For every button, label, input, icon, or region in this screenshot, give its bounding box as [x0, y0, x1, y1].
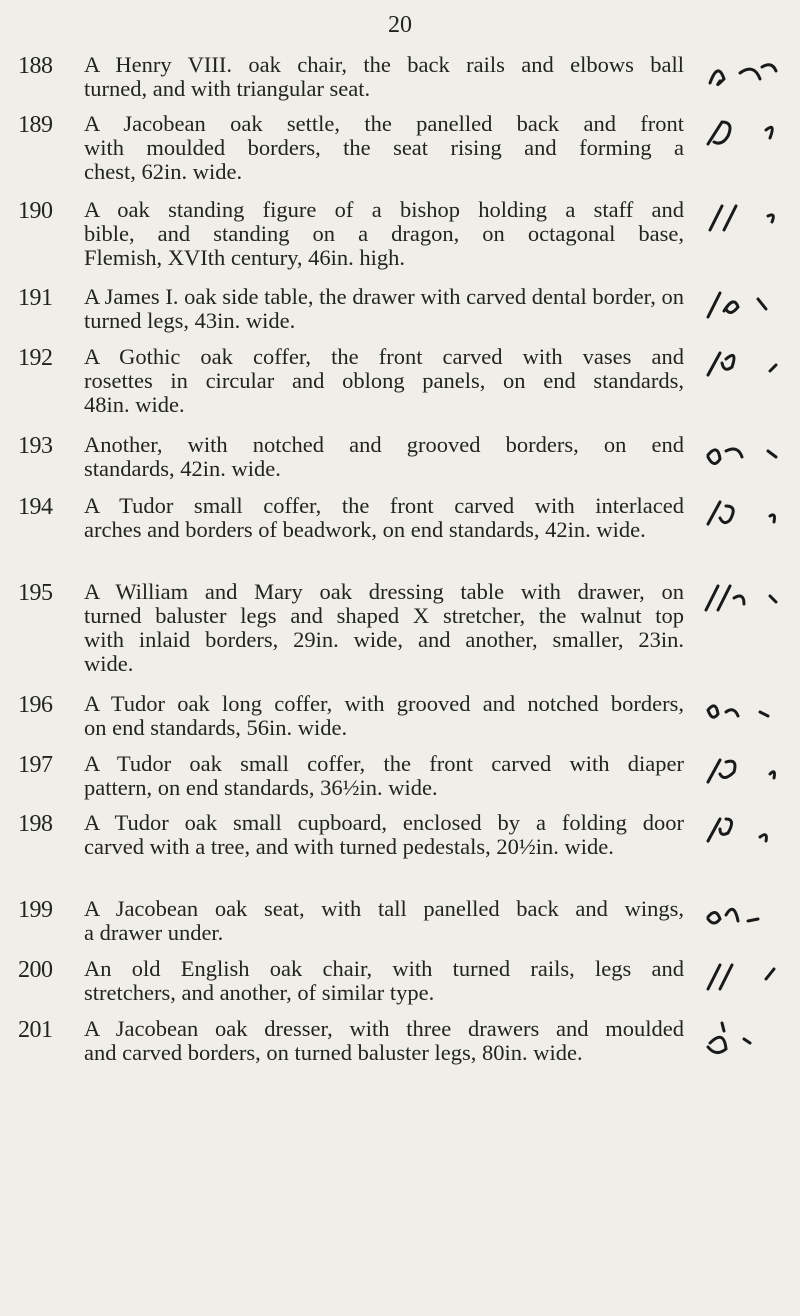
lot-number: 192 [18, 345, 53, 371]
lot-number: 199 [18, 897, 53, 923]
page-number: 20 [388, 12, 412, 38]
handwritten-price-mark [700, 494, 800, 534]
lot-text-line: a drawer under. [84, 920, 224, 945]
lot-text-line: A Jacobean oak seat, with tall panelled back and wings, [84, 896, 684, 921]
handwritten-price-mark [700, 957, 800, 997]
lot-number: 194 [18, 494, 53, 520]
lot-text-line: stretchers, and another, of similar type. [84, 980, 435, 1005]
lot-text-line: Flemish, XVIth century, 46in. high. [84, 245, 406, 270]
lot-text-line: A Tudor oak long coffer, with grooved and notched borders, [84, 691, 684, 716]
lot-text-line: A James I. oak side table, the drawer with carved dental border, on [84, 284, 684, 309]
handwritten-price-mark [700, 580, 800, 620]
lot-number: 193 [18, 433, 53, 459]
lot-text-line: bible, and standing on a dragon, on octagonal base, [84, 221, 684, 246]
handwritten-price-mark [700, 811, 800, 851]
lot-text-line: standards, 42in. wide. [84, 456, 281, 481]
lot-text-line: on end standards, 56in. wide. [84, 715, 348, 740]
lot-text-line: arches and borders of beadwork, on end standards, 42in. wide. [84, 517, 646, 542]
lot-description [84, 692, 684, 740]
lot-text-line: A William and Mary oak dressing table with drawer, on [84, 579, 684, 604]
lot-number: 195 [18, 580, 53, 606]
lot-text-line: rosettes in circular and oblong panels, on end standards, [84, 368, 684, 393]
lot-text-line: A Jacobean oak settle, the panelled back and front [84, 111, 684, 136]
handwritten-price-mark [700, 897, 800, 937]
lot-text-line: turned legs, 43in. wide. [84, 308, 296, 333]
lot-description [84, 345, 684, 417]
lot-text-line: turned, and with triangular seat. [84, 76, 371, 101]
lot-text-line: with inlaid borders, 29in. wide, and another, smaller, 23in. [84, 627, 684, 652]
lot-text-line: Another, with notched and grooved borders, on end [84, 432, 684, 457]
lot-number: 188 [18, 53, 53, 79]
lot-text-line: A Gothic oak coffer, the front carved with vases and [84, 344, 684, 369]
lot-description [84, 198, 684, 270]
lot-text-line: An old English oak chair, with turned rails, legs and [84, 956, 684, 981]
lot-text-line: turned baluster legs and shaped X stretcher, the walnut top [84, 603, 684, 628]
lot-number: 191 [18, 285, 53, 311]
handwritten-price-mark [700, 752, 800, 792]
handwritten-price-mark [700, 692, 800, 732]
lot-number: 196 [18, 692, 53, 718]
lot-text-line: and carved borders, on turned baluster legs, 80in. wide. [84, 1040, 583, 1065]
lot-text-line: A Tudor oak small coffer, the front carved with diaper [84, 751, 684, 776]
lot-description [84, 752, 684, 800]
handwritten-price-mark [700, 112, 800, 152]
lot-text-line: A Tudor oak small cupboard, enclosed by a folding door [84, 810, 684, 835]
lot-number: 197 [18, 752, 53, 778]
lot-text-line: 48in. wide. [84, 392, 185, 417]
handwritten-price-mark [700, 198, 800, 238]
handwritten-price-mark [700, 53, 800, 93]
lot-number: 198 [18, 811, 53, 837]
lot-number: 189 [18, 112, 53, 138]
handwritten-price-mark [700, 433, 800, 473]
lot-description [84, 811, 684, 859]
lot-number: 201 [18, 1017, 53, 1043]
lot-text-line: A Tudor small coffer, the front carved with interlaced [84, 493, 684, 518]
lot-text-line: wide. [84, 651, 134, 676]
lot-description [84, 1017, 684, 1065]
lot-description [84, 112, 684, 184]
lot-description [84, 957, 684, 1005]
lot-description [84, 494, 684, 542]
handwritten-price-mark [700, 1017, 800, 1057]
lot-text-line: with moulded borders, the seat rising and forming a [84, 135, 684, 160]
lot-description [84, 433, 684, 481]
lot-description [84, 53, 684, 101]
lot-number: 190 [18, 198, 53, 224]
handwritten-price-mark [700, 345, 800, 385]
lot-description [84, 580, 684, 676]
lot-text-line: pattern, on end standards, 36½in. wide. [84, 775, 438, 800]
lot-text-line: chest, 62in. wide. [84, 159, 243, 184]
lot-text-line: A Jacobean oak dresser, with three drawers and moulded [84, 1016, 684, 1041]
handwritten-price-mark [700, 285, 800, 325]
lot-description [84, 285, 684, 333]
lot-text-line: carved with a tree, and with turned pedestals, 20½in. wide. [84, 834, 614, 859]
lot-text-line: A oak standing figure of a bishop holding a staff and [84, 197, 684, 222]
lot-text-line: A Henry VIII. oak chair, the back rails and elbows ball [84, 52, 684, 77]
lot-number: 200 [18, 957, 53, 983]
lot-description [84, 897, 684, 945]
